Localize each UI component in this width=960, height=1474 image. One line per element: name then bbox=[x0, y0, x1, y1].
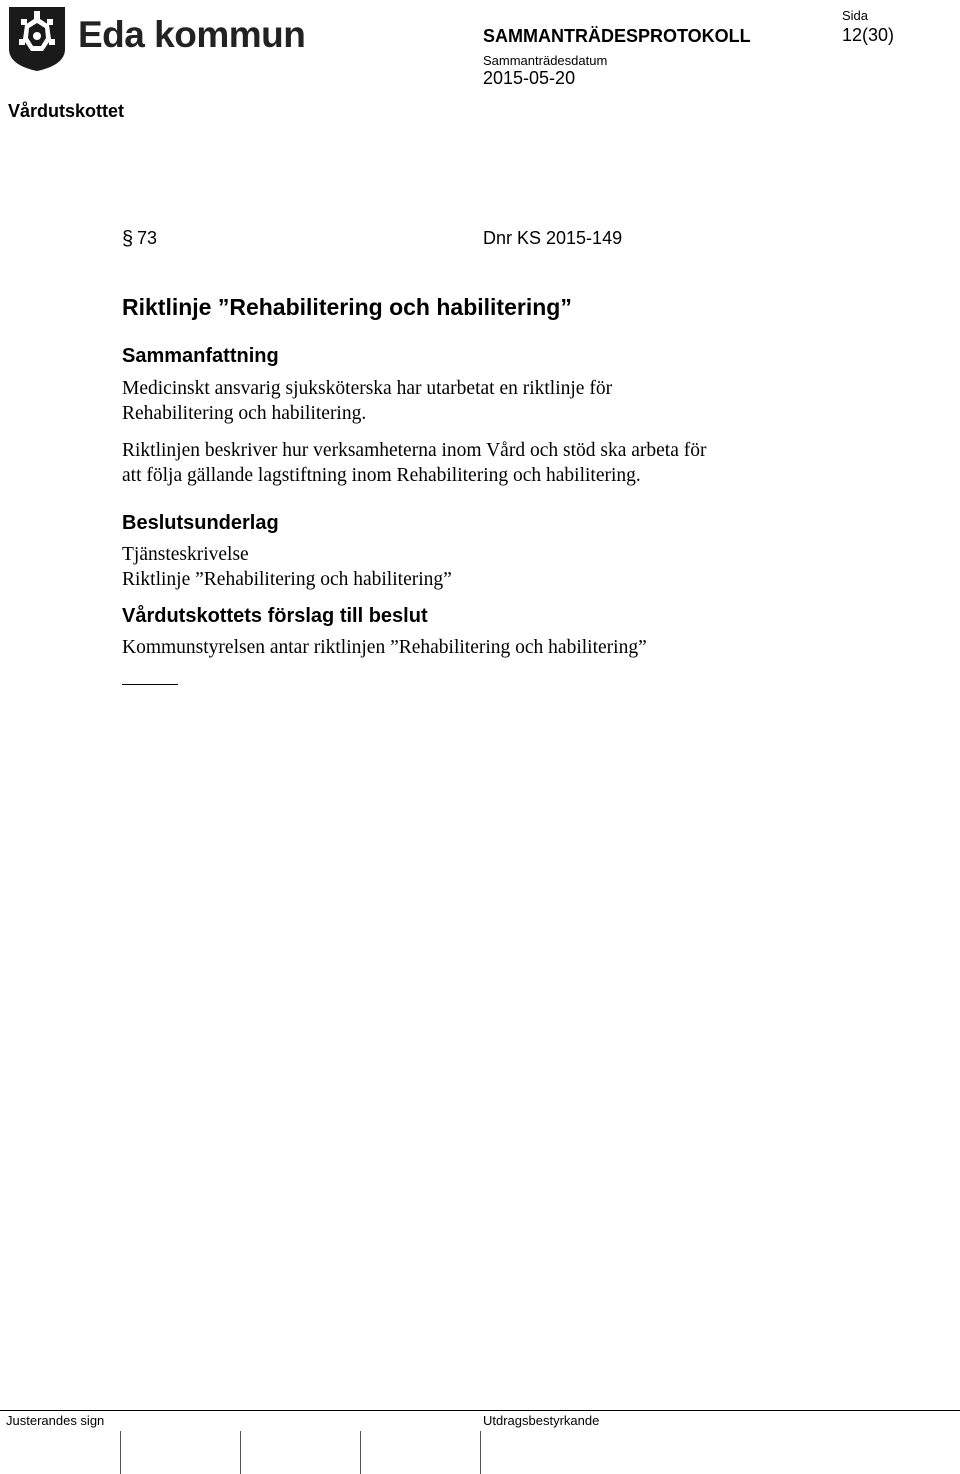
proposal-text: Kommunstyrelsen antar riktlinjen ”Rehabilitering och habilitering” bbox=[122, 637, 647, 658]
section-sign: § bbox=[122, 228, 134, 250]
committee-name: Vårdutskottet bbox=[8, 101, 125, 121]
meeting-date-label: Sammanträdesdatum bbox=[483, 53, 608, 68]
signature-box bbox=[120, 1431, 121, 1474]
summary-line: att följa gällande lagstiftning inom Rehabilitering och habilitering. bbox=[122, 465, 641, 486]
summary-line: Medicinskt ansvarig sjuksköterska har utarbetat en riktlinje för bbox=[122, 378, 613, 399]
basis-item: Riktlinje ”Rehabilitering och habilitering” bbox=[122, 569, 452, 590]
certifier-label: Utdragsbestyrkande bbox=[483, 1413, 600, 1428]
proposal-heading: Vårdutskottets förslag till beslut bbox=[122, 605, 428, 627]
meeting-date-value: 2015-05-20 bbox=[483, 68, 576, 88]
paragraph-number: 73 bbox=[137, 228, 158, 248]
signature-box bbox=[360, 1431, 361, 1474]
page-label: Sida bbox=[842, 8, 869, 23]
footer-rule bbox=[0, 1410, 960, 1411]
page-number: 12(30) bbox=[842, 25, 895, 45]
basis-item: Tjänsteskrivelse bbox=[122, 544, 249, 565]
item-title: Riktlinje ”Rehabilitering och habilitering” bbox=[122, 294, 572, 320]
document-type: SAMMANTRÄDESPROTOKOLL bbox=[483, 26, 751, 46]
diary-number: Dnr KS 2015-149 bbox=[483, 228, 623, 248]
summary-heading: Sammanfattning bbox=[122, 345, 279, 367]
municipal-coat-of-arms-icon bbox=[7, 5, 67, 73]
summary-line: Rehabilitering och habilitering. bbox=[122, 403, 367, 424]
summary-line: Riktlinjen beskriver hur verksamheterna inom Vård och stöd ska arbeta för bbox=[122, 440, 707, 461]
signature-box bbox=[480, 1431, 481, 1474]
signature-box bbox=[240, 1431, 241, 1474]
adjuster-sign-label: Justerandes sign bbox=[6, 1413, 105, 1428]
basis-heading: Beslutsunderlag bbox=[122, 512, 279, 534]
municipality-logo-text: Eda kommun bbox=[78, 14, 306, 55]
closing-rule bbox=[122, 684, 178, 685]
